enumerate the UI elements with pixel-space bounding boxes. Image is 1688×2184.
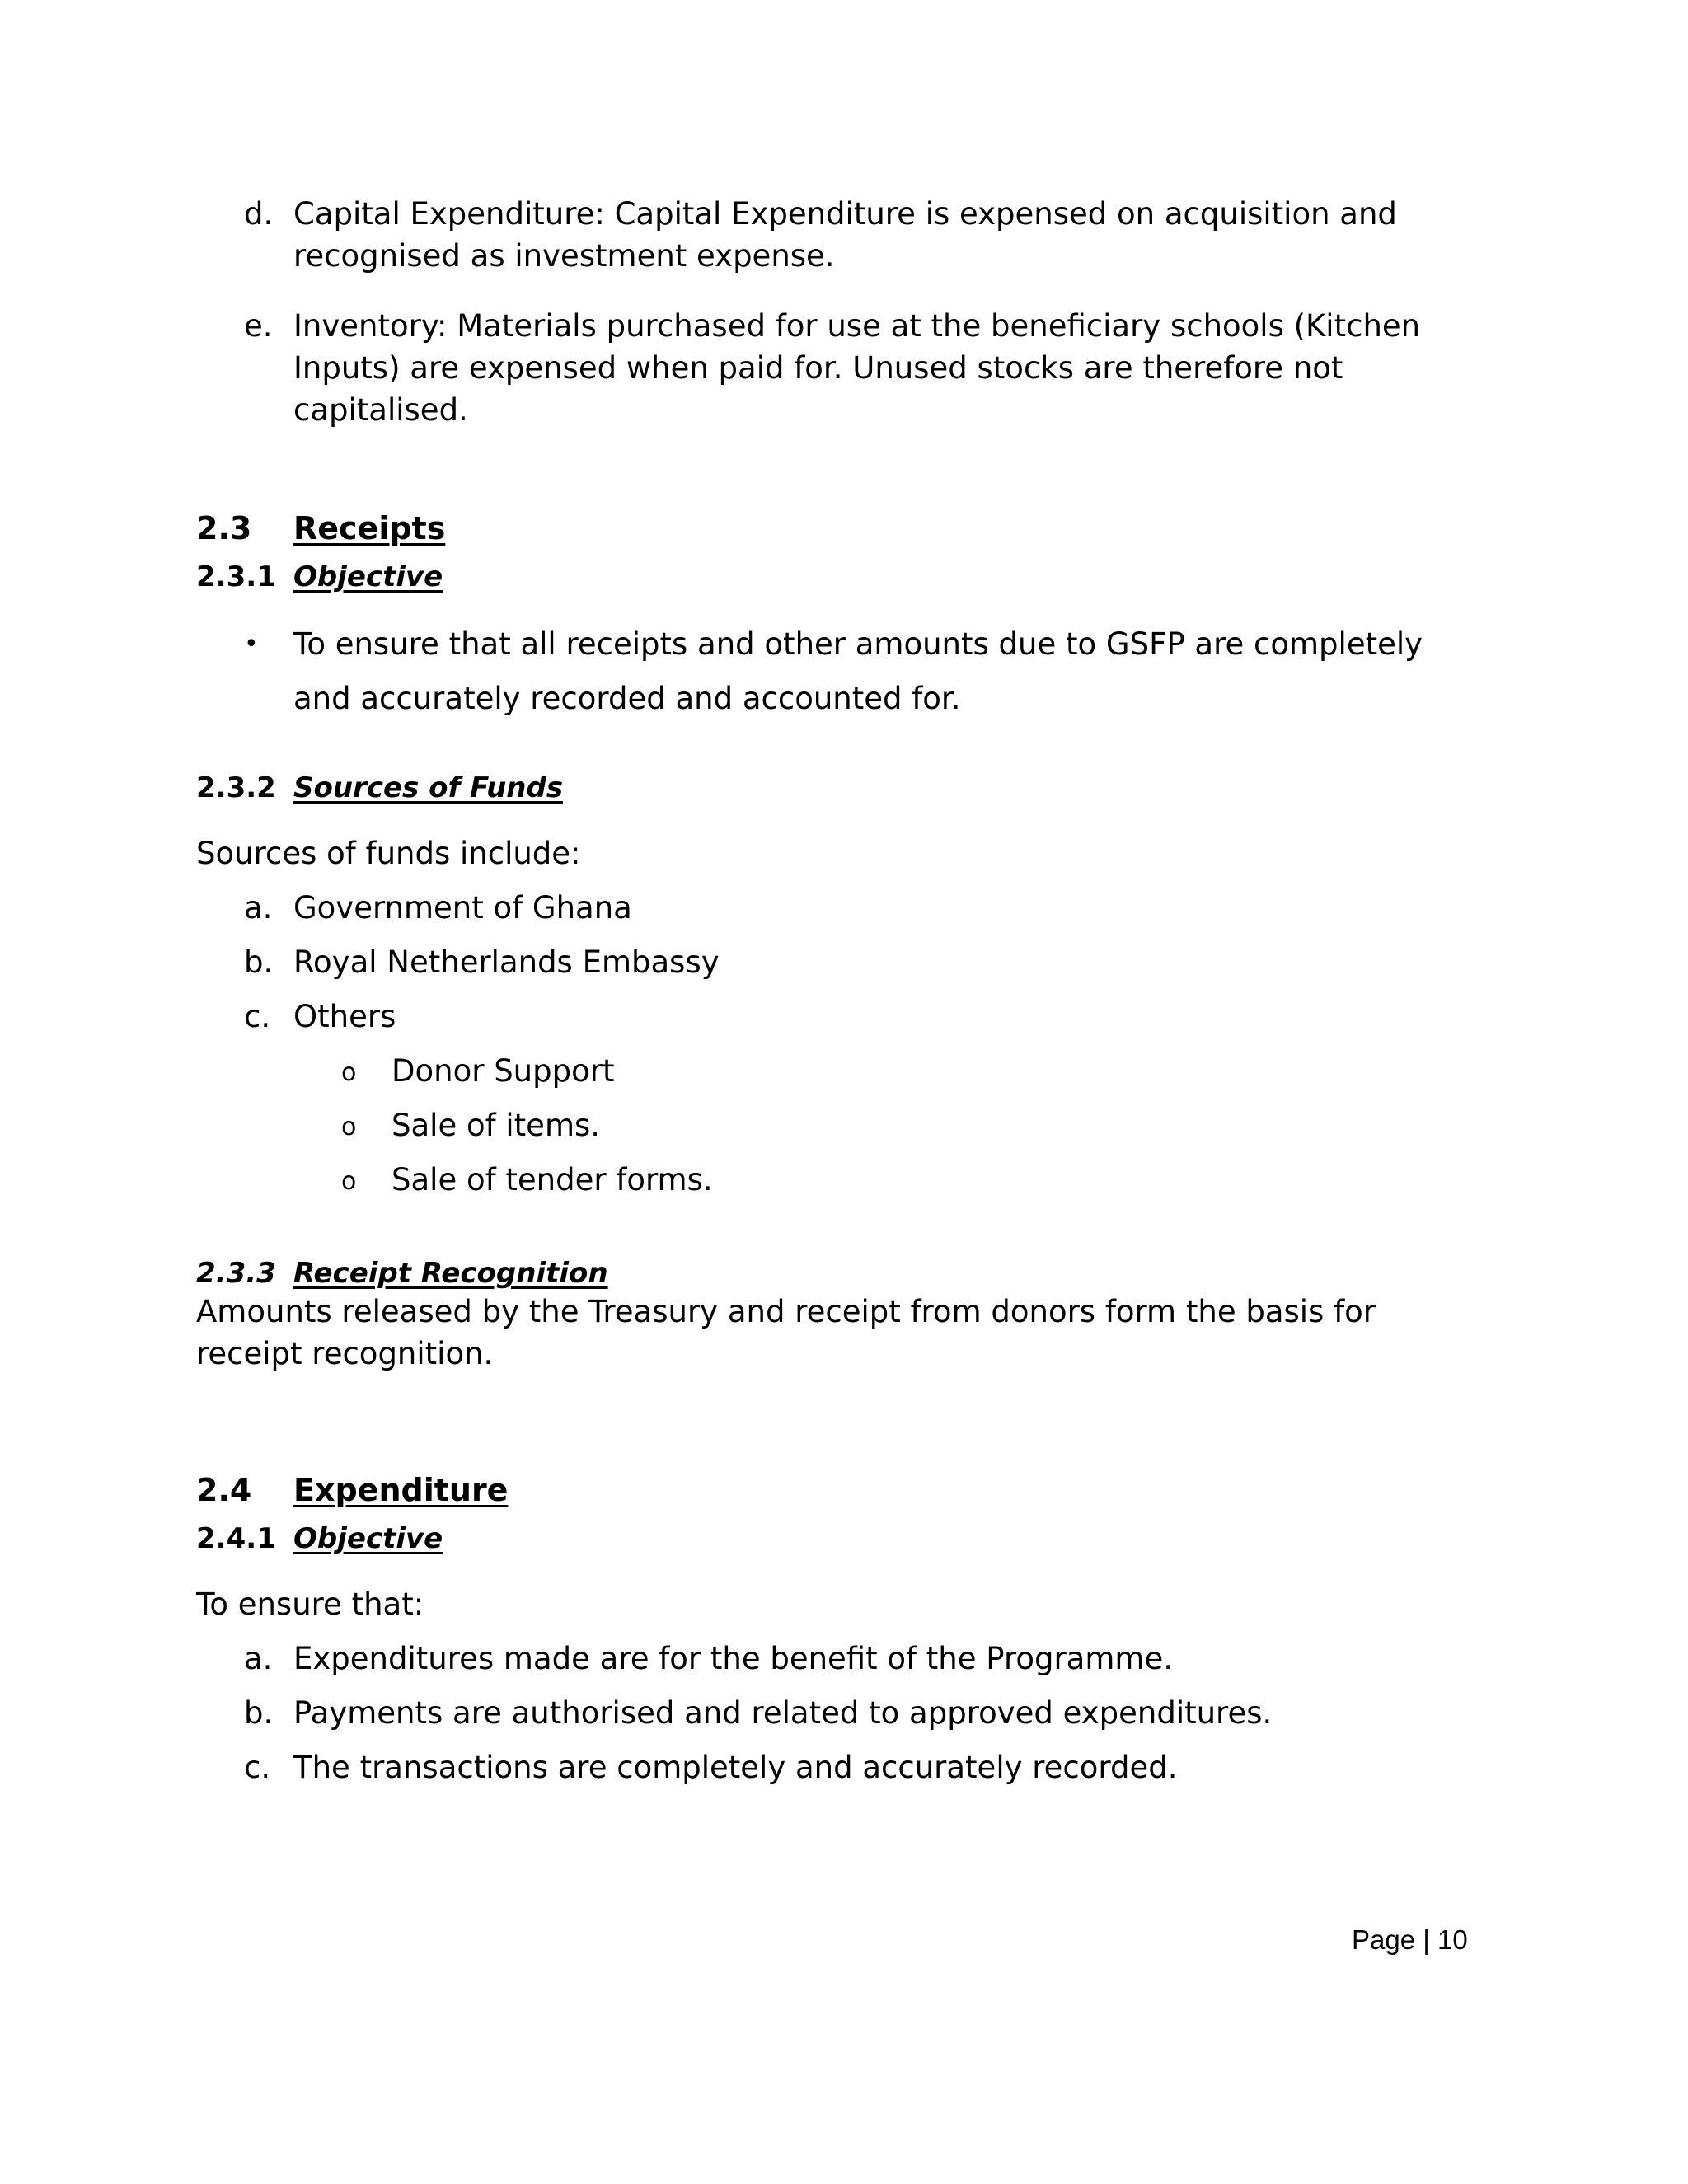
circle-bullet-icon: o (341, 1167, 357, 1196)
subsection-number: 2.4.1 (196, 1522, 276, 1555)
subsection-number: 2.3.1 (196, 560, 276, 593)
list-marker: d. (244, 196, 274, 232)
list-item: Others (293, 999, 396, 1034)
sub-list-item: Sale of tender forms. (392, 1162, 713, 1197)
list-item-line: Capital Expenditure: Capital Expenditure is expensed on acquisition and (293, 196, 1397, 232)
page-label: Page (1352, 1924, 1416, 1955)
section-number: 2.3 (196, 510, 252, 546)
bullet-icon: • (244, 630, 259, 658)
list-item-line: recognised as investment expense. (293, 238, 835, 274)
list-marker: a. (244, 890, 273, 926)
sub-list-item: Sale of items. (392, 1108, 601, 1143)
subsection-title: Sources of Funds (293, 771, 564, 804)
subsection-title: Objective (293, 1522, 443, 1555)
page-footer (1352, 1924, 1468, 1956)
list-item: Royal Netherlands Embassy (293, 944, 720, 980)
page-separator: | (1423, 1924, 1430, 1955)
list-marker: e. (244, 308, 273, 344)
list-item: Government of Ghana (293, 890, 632, 926)
subsection-title: Objective (293, 560, 443, 593)
list-item: Expenditures made are for the benefit of the Programme. (293, 1641, 1173, 1676)
list-marker: c. (244, 1750, 271, 1785)
bullet-text-line: To ensure that all receipts and other amounts due to GSFP are completely (293, 626, 1423, 662)
list-marker: b. (244, 944, 274, 980)
subsection-number: 2.3.2 (196, 771, 276, 804)
sub-list-item: Donor Support (392, 1053, 615, 1089)
paragraph-line: receipt recognition. (196, 1336, 494, 1371)
list-item: The transactions are completely and accurately recorded. (293, 1750, 1178, 1785)
subsection-title: Receipt Recognition (293, 1257, 608, 1290)
subsection-number: 2.3.3 (196, 1257, 276, 1290)
list-marker: a. (244, 1641, 273, 1676)
bullet-text-line: and accurately recorded and accounted for. (293, 681, 961, 716)
list-item: Payments are authorised and related to approved expenditures. (293, 1695, 1273, 1731)
list-marker: c. (244, 999, 271, 1034)
paragraph: To ensure that: (196, 1586, 424, 1622)
list-item-line: capitalised. (293, 392, 468, 428)
section-title: Expenditure (293, 1472, 509, 1508)
page-number: 10 (1437, 1924, 1468, 1955)
circle-bullet-icon: o (341, 1113, 357, 1141)
section-number: 2.4 (196, 1472, 252, 1508)
list-marker: b. (244, 1695, 274, 1731)
paragraph-line: Amounts released by the Treasury and receipt from donors form the basis for (196, 1294, 1376, 1329)
section-title: Receipts (293, 510, 446, 546)
list-item-line: Inputs) are expensed when paid for. Unused stocks are therefore not (293, 350, 1343, 386)
paragraph: Sources of funds include: (196, 836, 581, 871)
list-item-line: Inventory: Materials purchased for use at the beneficiary schools (Kitchen (293, 308, 1421, 344)
circle-bullet-icon: o (341, 1058, 357, 1087)
